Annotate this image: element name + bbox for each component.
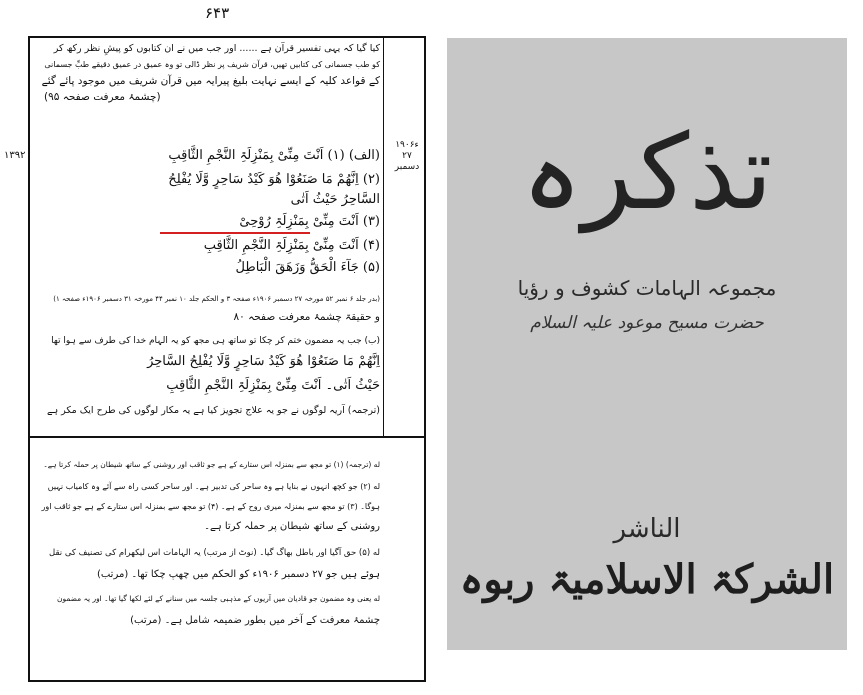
text-line: کو طب جسمانی کی کتابیں تھیں، قرآن شریف پر نظر ڈالی تو وہ عمیق در عمیق دقیقے طبِّ جسمانی [44,60,380,69]
text-line: کے قواعد کلیہ کے ایسے نہایت بلیغ پیرایہ میں قرآن شریف میں موجود پائے گئے [41,75,380,87]
citation-line: و حقیقۃ چشمۂ معرفت صفحہ ۸۰ [233,311,380,323]
footnote-line: له (۵) حق آگیا اور باطل بھاگ گیا۔ (نوٹ از مرتب) یہ الہامات اس لیکھرام کی تصنیف کی نقل [49,548,380,558]
footnote-line: روشنی کے ساتھ شیطان پر حملہ کرتا ہے۔ [204,521,380,532]
page-number: ۶۴۳ [205,4,230,22]
footnote-line: ہوگا۔ (۳) تو مجھ سے بمنزلہ میری روح کے ہے۔ (۴) تو مجھ سے بمنزلہ اس ستارے کے ہے جو ثاقب اور [41,502,380,511]
footnote-line: له (۲) جو کچھ انہوں نے بنایا ہے وہ ساحر کی تدبیر ہے۔ اور ساحر کسی راہ سے آئے وہ کامیاب نہیں [47,482,380,491]
revelation-line: حَیْثُ اَتٰی۔ اَنْتَ مِنِّیْ بِمَنْزِلَۃِ النَّجْمِ الثَّاقِبِ [166,378,380,393]
revelation-line-highlighted: (۳) اَنْتَ مِنِّیْ بِمَنْزِلَۃِ رُوْحِیْ [239,214,380,229]
publisher-name: الشرکۃ الاسلامیۃ ربوہ [459,556,835,603]
cover-subtitle: مجموعہ الہامات کشوف و رؤیا [517,276,777,300]
text-line: کیا گیا کہ یہی تفسیر قرآن ہے ...... اور جب میں نے ان کتابوں کو پیشِ نظر رکھ کر [53,43,380,54]
red-underline [160,232,310,234]
publisher-label: الناشر [613,514,681,544]
text-line: (ب) جب یہ مضمون ختم کر چکا تو ساتھ ہی مجھ کو یہ الہام خدا کی طرف سے ہوا تھا [51,336,380,346]
citation-line: (بدر جلد ۶ نمبر ۵۲ مورخہ ۲۷ دسمبر ۱۹۰۶ء صفحہ ۳ و الحکم جلد ۱۰ نمبر ۴۴ مورخہ ۳۱ دسمبر ۱۹۰۶ء صفحہ ۱) [53,295,380,303]
footnote-divider [28,436,426,438]
footnote-line: له (ترجمہ) (۱) تو مجھ سے بمنزلہ اس ستارے کے ہے جو ثاقب اور روشنی کے ساتھ شیطان پر حملہ کرتا ہے۔ [43,460,380,469]
cover-title: تذکرہ [521,111,773,233]
side-reference-number: ۱۳۹۲ [4,150,26,161]
revelation-line: (۵) جَآءَ الْحَقُّ وَزَھَقَ الْبَاطِلُ [235,260,380,275]
revelation-line: اِنَّھُمْ مَا صَنَعُوْا ھُوَ کَیْدُ سَاحِرٍ وَّلَا یُفْلِحُ السَّاحِرُ [147,354,380,369]
date-label: ۱۹۰۶ء ۲۷ دسمبر [394,140,420,172]
footnote-line: چشمۂ معرفت کے آخر میں بطور ضمیمہ شامل ہے۔ (مرتب) [130,615,380,626]
revelation-line: السَّاحِرُ حَیْثُ اَتٰی [290,192,380,207]
footnote-line: له یعنی وہ مضمون جو قادیان میں آریوں کے مذہبی جلسہ میں سنانے کے لئے لکھا گیا تھا۔ اور یہ مضمون [56,594,380,603]
date-column-rule [383,36,384,436]
reference-line: (چشمۂ معرفت صفحہ ۹۵) [44,91,161,103]
revelation-line: (۴) اَنْتَ مِنِّیْ بِمَنْزِلَۃِ النَّجْمِ الثَّاقِبِ [203,238,380,253]
cover-author: حضرت مسیح موعود علیہ السلام [530,313,764,333]
translation-line: (ترجمہ) آریہ لوگوں نے جو یہ علاج تجویز کیا ہے یہ مکار لوگوں کی طرح ایک مکر ہے [47,405,380,416]
revelation-line: (الف) (۱) اَنْتَ مِنِّیْ بِمَنْزِلَۃِ النَّجْمِ الثَّاقِبِ [168,148,380,163]
footnote-line: ہوئے ہیں جو ۲۷ دسمبر ۱۹۰۶ء کو الحکم میں چھپ چکا تھا۔ (مرتب) [96,569,380,580]
revelation-line: (۲) اِنَّھُمْ مَا صَنَعُوْا ھُوَ کَیْدُ سَاحِرٍ وَّلَا یُفْلِحُ [168,172,380,187]
